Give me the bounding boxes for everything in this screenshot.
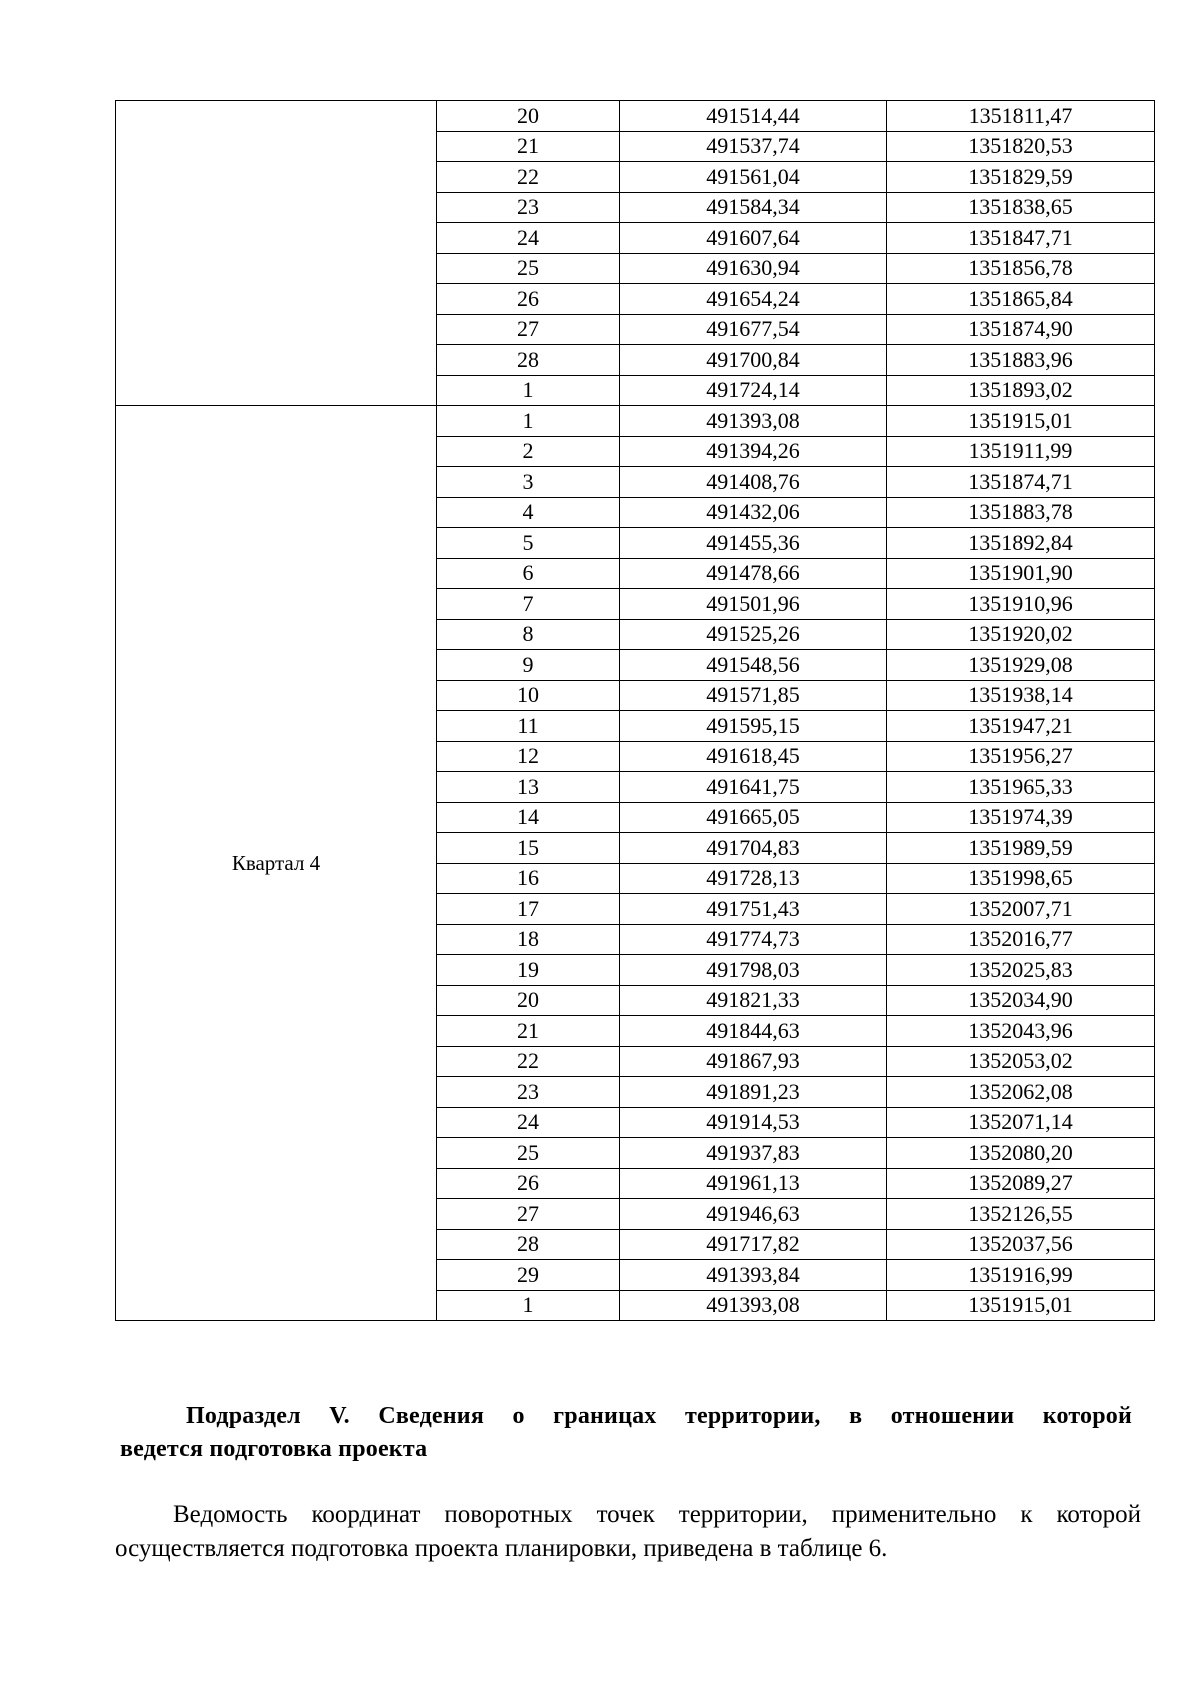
x-coordinate-cell: 491867,93	[620, 1046, 887, 1077]
x-coordinate-cell: 491961,13	[620, 1168, 887, 1199]
y-coordinate-cell: 1351847,71	[887, 223, 1155, 254]
block-label-cell: Квартал 4	[116, 406, 437, 1321]
point-number-cell: 3	[437, 467, 620, 498]
body-paragraph-line-2: осуществляется подготовка проекта планировки, приведена в таблице 6.	[115, 1535, 888, 1562]
point-number-cell: 19	[437, 955, 620, 986]
x-coordinate-cell: 491630,94	[620, 253, 887, 284]
x-coordinate-cell: 491514,44	[620, 101, 887, 132]
x-coordinate-cell: 491774,73	[620, 924, 887, 955]
x-coordinate-cell: 491728,13	[620, 863, 887, 894]
point-number-cell: 28	[437, 1229, 620, 1260]
y-coordinate-cell: 1352007,71	[887, 894, 1155, 925]
table-row	[116, 101, 1155, 132]
x-coordinate-cell: 491393,08	[620, 406, 887, 437]
body-paragraph	[115, 1498, 1141, 1566]
y-coordinate-cell: 1351892,84	[887, 528, 1155, 559]
y-coordinate-cell: 1351929,08	[887, 650, 1155, 681]
point-number-cell: 20	[437, 985, 620, 1016]
coordinates-table-body	[116, 101, 1155, 1321]
y-coordinate-cell: 1352037,56	[887, 1229, 1155, 1260]
y-coordinate-cell: 1352071,14	[887, 1107, 1155, 1138]
x-coordinate-cell: 491641,75	[620, 772, 887, 803]
point-number-cell: 29	[437, 1260, 620, 1291]
point-number-cell: 22	[437, 162, 620, 193]
y-coordinate-cell: 1351920,02	[887, 619, 1155, 650]
point-number-cell: 25	[437, 253, 620, 284]
point-number-cell: 12	[437, 741, 620, 772]
point-number-cell: 1	[437, 375, 620, 406]
point-number-cell: 9	[437, 650, 620, 681]
point-number-cell: 2	[437, 436, 620, 467]
x-coordinate-cell: 491537,74	[620, 131, 887, 162]
point-number-cell: 10	[437, 680, 620, 711]
x-coordinate-cell: 491751,43	[620, 894, 887, 925]
y-coordinate-cell: 1352043,96	[887, 1016, 1155, 1047]
y-coordinate-cell: 1351915,01	[887, 406, 1155, 437]
block-label-cell	[116, 101, 437, 406]
x-coordinate-cell: 491821,33	[620, 985, 887, 1016]
y-coordinate-cell: 1351820,53	[887, 131, 1155, 162]
x-coordinate-cell: 491561,04	[620, 162, 887, 193]
y-coordinate-cell: 1351915,01	[887, 1290, 1155, 1321]
x-coordinate-cell: 491724,14	[620, 375, 887, 406]
point-number-cell: 4	[437, 497, 620, 528]
x-coordinate-cell: 491478,66	[620, 558, 887, 589]
y-coordinate-cell: 1352053,02	[887, 1046, 1155, 1077]
x-coordinate-cell: 491548,56	[620, 650, 887, 681]
point-number-cell: 11	[437, 711, 620, 742]
y-coordinate-cell: 1351856,78	[887, 253, 1155, 284]
point-number-cell: 23	[437, 1077, 620, 1108]
point-number-cell: 28	[437, 345, 620, 376]
y-coordinate-cell: 1351811,47	[887, 101, 1155, 132]
subsection-heading-line-1: Подраздел V. Сведения о границах территории, в отношении которой	[186, 1403, 1132, 1429]
x-coordinate-cell: 491654,24	[620, 284, 887, 315]
point-number-cell: 27	[437, 314, 620, 345]
point-number-cell: 17	[437, 894, 620, 925]
x-coordinate-cell: 491432,06	[620, 497, 887, 528]
y-coordinate-cell: 1351901,90	[887, 558, 1155, 589]
y-coordinate-cell: 1351865,84	[887, 284, 1155, 315]
y-coordinate-cell: 1352080,20	[887, 1138, 1155, 1169]
y-coordinate-cell: 1351938,14	[887, 680, 1155, 711]
x-coordinate-cell: 491618,45	[620, 741, 887, 772]
point-number-cell: 1	[437, 1290, 620, 1321]
subsection-heading-line-2: ведется подготовка проекта	[120, 1436, 428, 1462]
y-coordinate-cell: 1352016,77	[887, 924, 1155, 955]
point-number-cell: 1	[437, 406, 620, 437]
x-coordinate-cell: 491798,03	[620, 955, 887, 986]
y-coordinate-cell: 1351910,96	[887, 589, 1155, 620]
x-coordinate-cell: 491584,34	[620, 192, 887, 223]
point-number-cell: 24	[437, 1107, 620, 1138]
x-coordinate-cell: 491393,84	[620, 1260, 887, 1291]
x-coordinate-cell: 491677,54	[620, 314, 887, 345]
point-number-cell: 21	[437, 1016, 620, 1047]
point-number-cell: 21	[437, 131, 620, 162]
subsection-heading	[120, 1400, 1132, 1466]
x-coordinate-cell: 491844,63	[620, 1016, 887, 1047]
point-number-cell: 13	[437, 772, 620, 803]
point-number-cell: 26	[437, 1168, 620, 1199]
y-coordinate-cell: 1351883,78	[887, 497, 1155, 528]
point-number-cell: 16	[437, 863, 620, 894]
y-coordinate-cell: 1352126,55	[887, 1199, 1155, 1230]
x-coordinate-cell: 491914,53	[620, 1107, 887, 1138]
y-coordinate-cell: 1351916,99	[887, 1260, 1155, 1291]
y-coordinate-cell: 1351989,59	[887, 833, 1155, 864]
x-coordinate-cell: 491571,85	[620, 680, 887, 711]
y-coordinate-cell: 1351974,39	[887, 802, 1155, 833]
point-number-cell: 25	[437, 1138, 620, 1169]
y-coordinate-cell: 1351883,96	[887, 345, 1155, 376]
point-number-cell: 26	[437, 284, 620, 315]
x-coordinate-cell: 491501,96	[620, 589, 887, 620]
point-number-cell: 7	[437, 589, 620, 620]
coordinates-table	[115, 100, 1155, 1321]
body-paragraph-line-1: Ведомость координат поворотных точек территории, применительно к которой	[173, 1501, 1141, 1528]
y-coordinate-cell: 1351956,27	[887, 741, 1155, 772]
x-coordinate-cell: 491595,15	[620, 711, 887, 742]
y-coordinate-cell: 1351998,65	[887, 863, 1155, 894]
point-number-cell: 5	[437, 528, 620, 559]
y-coordinate-cell: 1351829,59	[887, 162, 1155, 193]
x-coordinate-cell: 491717,82	[620, 1229, 887, 1260]
y-coordinate-cell: 1352089,27	[887, 1168, 1155, 1199]
x-coordinate-cell: 491525,26	[620, 619, 887, 650]
point-number-cell: 18	[437, 924, 620, 955]
x-coordinate-cell: 491704,83	[620, 833, 887, 864]
y-coordinate-cell: 1351838,65	[887, 192, 1155, 223]
point-number-cell: 6	[437, 558, 620, 589]
x-coordinate-cell: 491665,05	[620, 802, 887, 833]
y-coordinate-cell: 1351911,99	[887, 436, 1155, 467]
point-number-cell: 24	[437, 223, 620, 254]
x-coordinate-cell: 491891,23	[620, 1077, 887, 1108]
point-number-cell: 14	[437, 802, 620, 833]
point-number-cell: 22	[437, 1046, 620, 1077]
x-coordinate-cell: 491946,63	[620, 1199, 887, 1230]
x-coordinate-cell: 491408,76	[620, 467, 887, 498]
y-coordinate-cell: 1351874,71	[887, 467, 1155, 498]
x-coordinate-cell: 491700,84	[620, 345, 887, 376]
point-number-cell: 23	[437, 192, 620, 223]
y-coordinate-cell: 1352034,90	[887, 985, 1155, 1016]
point-number-cell: 27	[437, 1199, 620, 1230]
y-coordinate-cell: 1352025,83	[887, 955, 1155, 986]
point-number-cell: 8	[437, 619, 620, 650]
x-coordinate-cell: 491394,26	[620, 436, 887, 467]
y-coordinate-cell: 1351965,33	[887, 772, 1155, 803]
x-coordinate-cell: 491455,36	[620, 528, 887, 559]
y-coordinate-cell: 1351874,90	[887, 314, 1155, 345]
x-coordinate-cell: 491937,83	[620, 1138, 887, 1169]
y-coordinate-cell: 1352062,08	[887, 1077, 1155, 1108]
y-coordinate-cell: 1351893,02	[887, 375, 1155, 406]
x-coordinate-cell: 491607,64	[620, 223, 887, 254]
y-coordinate-cell: 1351947,21	[887, 711, 1155, 742]
table-row	[116, 406, 1155, 437]
point-number-cell: 15	[437, 833, 620, 864]
x-coordinate-cell: 491393,08	[620, 1290, 887, 1321]
point-number-cell: 20	[437, 101, 620, 132]
